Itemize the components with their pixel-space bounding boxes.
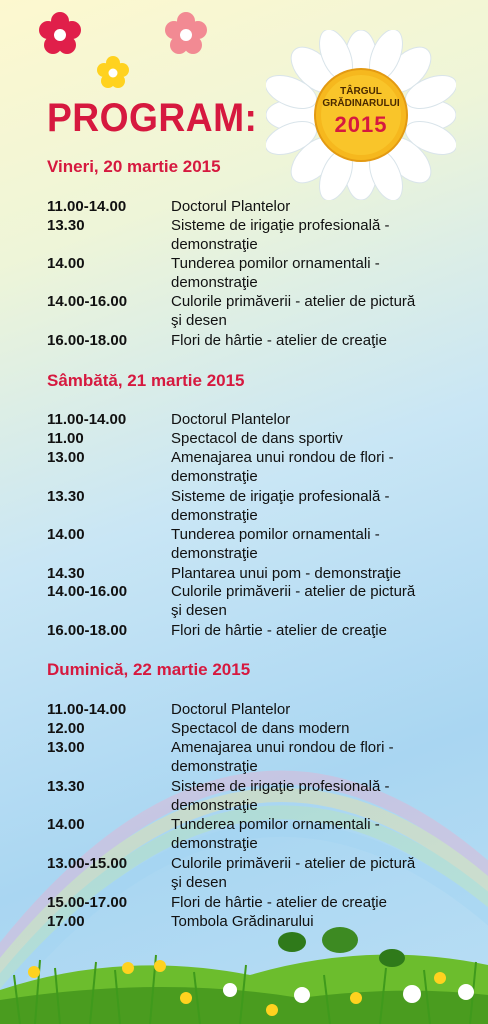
schedule-time: 13.00-15.00	[47, 855, 128, 872]
schedule-time: 16.00-18.00	[47, 332, 128, 349]
schedule-activity: Tunderea pomilor ornamentali - demonstraţie	[171, 526, 380, 562]
schedule-activity: Doctorul Plantelor	[171, 411, 291, 428]
badge-year: 2015	[334, 112, 388, 137]
schedule-activity: Flori de hârtie - atelier de creaţie	[171, 894, 387, 911]
schedule-activity: Spectacol de dans modern	[171, 720, 350, 737]
meadow-flower-icon	[180, 992, 192, 1004]
schedule-time: 17.00	[47, 913, 85, 930]
schedule-time: 12.00	[47, 720, 85, 737]
meadow-flower-icon	[266, 1004, 278, 1016]
badge-title	[300, 86, 422, 110]
schedule-time: 13.30	[47, 217, 85, 234]
schedule-time: 14.00-16.00	[47, 293, 128, 310]
meadow-flower-icon	[350, 992, 362, 1004]
meadow-flower-icon	[122, 962, 134, 974]
meadow-daisy-icon	[294, 987, 310, 1003]
schedule-time: 11.00-14.00	[47, 701, 127, 718]
day-heading: Duminică, 22 martie 2015	[47, 660, 251, 679]
schedule-activity: Spectacol de dans sportiv	[171, 430, 343, 447]
schedule-activity: Amenajarea unui rondou de flori - demonstraţie	[171, 739, 394, 775]
badge-line1: TÂRGUL	[340, 86, 382, 97]
schedule-time: 13.00	[47, 739, 85, 756]
schedule-time: 13.30	[47, 488, 85, 505]
schedule-time: 13.30	[47, 778, 85, 795]
page-title: PROGRAM:	[47, 96, 258, 140]
schedule-time: 14.00	[47, 255, 85, 272]
pink-flower-icon	[164, 12, 208, 56]
meadow-daisy-icon	[458, 984, 474, 1000]
schedule-activity: Amenajarea unui rondou de flori - demonstraţie	[171, 449, 394, 485]
red-flower-icon	[38, 12, 82, 56]
schedule-activity: Sisteme de irigaţie profesională - demonstraţie	[171, 217, 390, 253]
schedule-time: 11.00	[47, 430, 84, 447]
schedule-activity: Culorile primăverii - atelier de pictură şi desen	[171, 583, 416, 619]
schedule-activity: Sisteme de irigaţie profesională - demonstraţie	[171, 778, 390, 814]
schedule-activity: Sisteme de irigaţie profesională - demonstraţie	[171, 488, 390, 524]
schedule-time: 13.00	[47, 449, 85, 466]
schedule-activity: Tunderea pomilor ornamentali - demonstraţie	[171, 816, 380, 852]
schedule-time: 15.00-17.00	[47, 894, 128, 911]
schedule-time: 11.00-14.00	[47, 411, 127, 428]
schedule-time: 16.00-18.00	[47, 622, 128, 639]
meadow-daisy-icon	[223, 983, 237, 997]
meadow-flower-icon	[154, 960, 166, 972]
meadow-flower-icon	[28, 966, 40, 978]
schedule-activity: Doctorul Plantelor	[171, 198, 291, 215]
schedule-time: 11.00-14.00	[47, 198, 127, 215]
schedule-time: 14.00-16.00	[47, 583, 128, 600]
schedule-activity: Plantarea unui pom - demonstraţie	[171, 565, 402, 582]
day-heading: Vineri, 20 martie 2015	[47, 157, 221, 176]
schedule-activity: Flori de hârtie - atelier de creaţie	[171, 622, 387, 639]
bush	[278, 932, 306, 952]
yellow-flower-icon	[96, 56, 130, 90]
badge-line2: GRĂDINARULUI	[322, 98, 400, 109]
schedule-activity: Culorile primăverii - atelier de pictură şi desen	[171, 855, 416, 891]
schedule-activity: Flori de hârtie - atelier de creaţie	[171, 332, 387, 349]
schedule-activity: Tunderea pomilor ornamentali - demonstraţie	[171, 255, 380, 291]
meadow-daisy-icon	[403, 985, 421, 1003]
schedule-activity: Tombola Grădinarului	[171, 913, 314, 930]
schedule-time: 14.00	[47, 526, 85, 543]
meadow-flower-icon	[434, 972, 446, 984]
schedule-time: 14.30	[47, 565, 85, 582]
bush	[379, 949, 405, 967]
day-heading: Sâmbătă, 21 martie 2015	[47, 371, 245, 390]
schedule-time: 14.00	[47, 816, 85, 833]
schedule-activity: Culorile primăverii - atelier de pictură şi desen	[171, 293, 416, 329]
schedule-activity: Doctorul Plantelor	[171, 701, 291, 718]
